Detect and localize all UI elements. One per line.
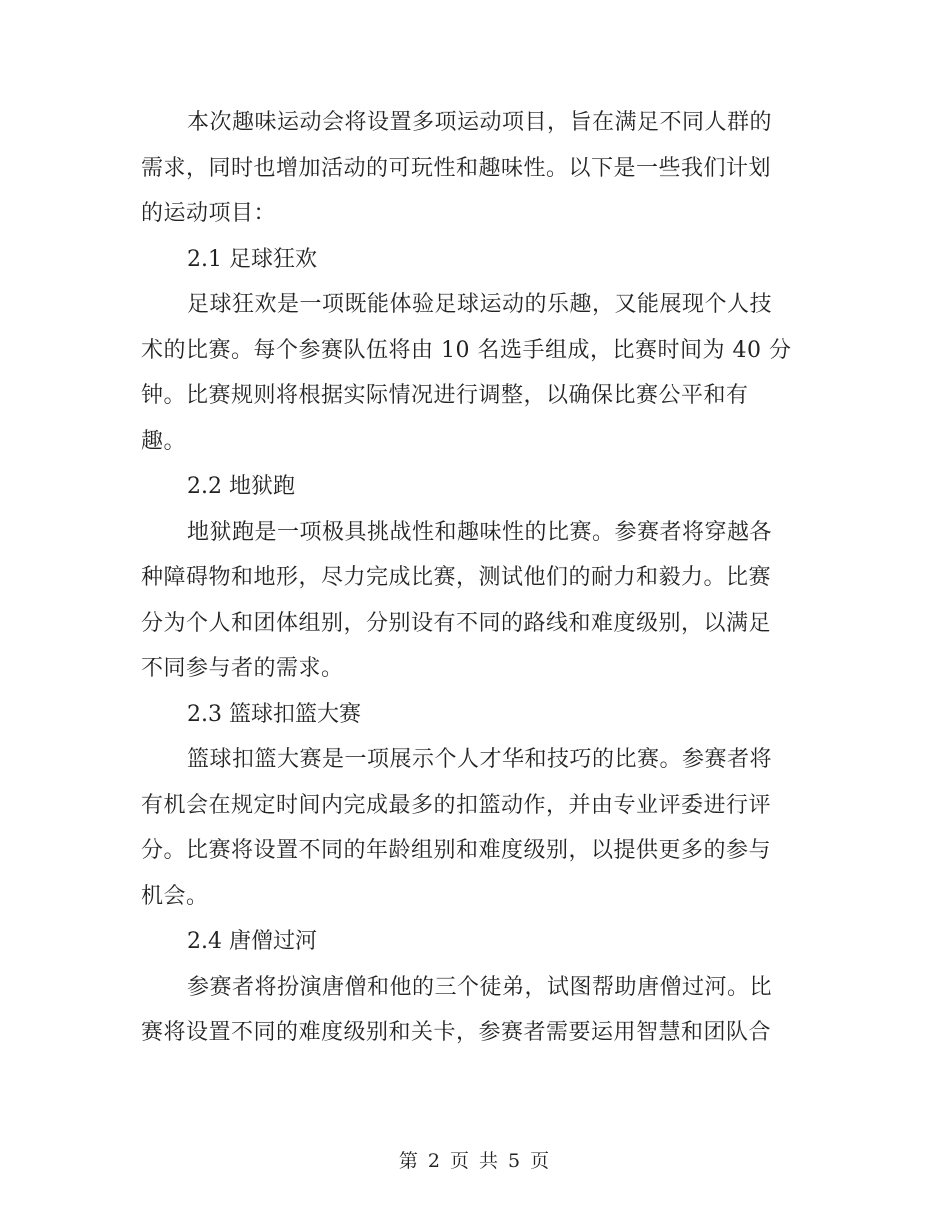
text-line: 的运动项目：: [141, 201, 277, 226]
text-line: 不同参与者的需求。: [141, 656, 344, 681]
text-line: 钟。比赛规则将根据实际情况进行调整，以确保比赛公平和有: [141, 383, 749, 408]
text-line: 种障碍物和地形，尽力完成比赛，测试他们的耐力和毅力。比赛: [141, 565, 772, 590]
text-line: 地狱跑是一项极具挑战性和趣味性的比赛。参赛者将穿越各: [187, 519, 773, 545]
section-paragraph-2-1: [141, 282, 811, 464]
text-line: 需求，同时也增加活动的可玩性和趣味性。以下是一些我们计划: [141, 155, 772, 181]
intro-paragraph: [141, 100, 811, 237]
text-line: 术的比赛。每个参赛队伍将由 10 名选手组成，比赛时间为 40 分: [141, 337, 792, 363]
text-line: 分为个人和团体组别，分别设有不同的路线和难度级别，以满足: [141, 610, 772, 636]
section-heading-2-1: 2.1 足球狂欢: [187, 246, 317, 272]
section-heading-2-2: 2.2 地狱跑: [187, 474, 295, 499]
text-line: 机会。: [141, 883, 209, 909]
text-line: 本次趣味运动会将设置多项运动项目，旨在满足不同人群的: [187, 110, 773, 135]
section-paragraph-2-4: [141, 965, 811, 1056]
text-line: 参赛者将扮演唐僧和他的三个徒弟，试图帮助唐僧过河。比: [187, 974, 773, 1000]
text-line: 赛将设置不同的难度级别和关卡，参赛者需要运用智慧和团队合: [141, 1020, 772, 1045]
section-paragraph-2-3: [141, 737, 811, 919]
page-number-footer: 第 2 页 共 5 页: [398, 1150, 552, 1172]
text-line: 有机会在规定时间内完成最多的扣篮动作，并由专业评委进行评: [141, 792, 772, 818]
text-line: 分。比赛将设置不同的年龄组别和难度级别，以提供更多的参与: [141, 838, 772, 863]
section-heading-2-4: 2.4 唐僧过河: [187, 929, 317, 954]
text-line: 篮球扣篮大赛是一项展示个人才华和技巧的比赛。参赛者将: [187, 747, 773, 772]
document-body: [141, 100, 811, 1056]
section-paragraph-2-2: [141, 510, 811, 692]
text-line: 趣。: [141, 428, 187, 454]
text-line: 足球狂欢是一项既能体验足球运动的乐趣，又能展现个人技: [187, 292, 773, 317]
section-heading-2-3: 2.3 篮球扣篮大赛: [187, 701, 361, 727]
